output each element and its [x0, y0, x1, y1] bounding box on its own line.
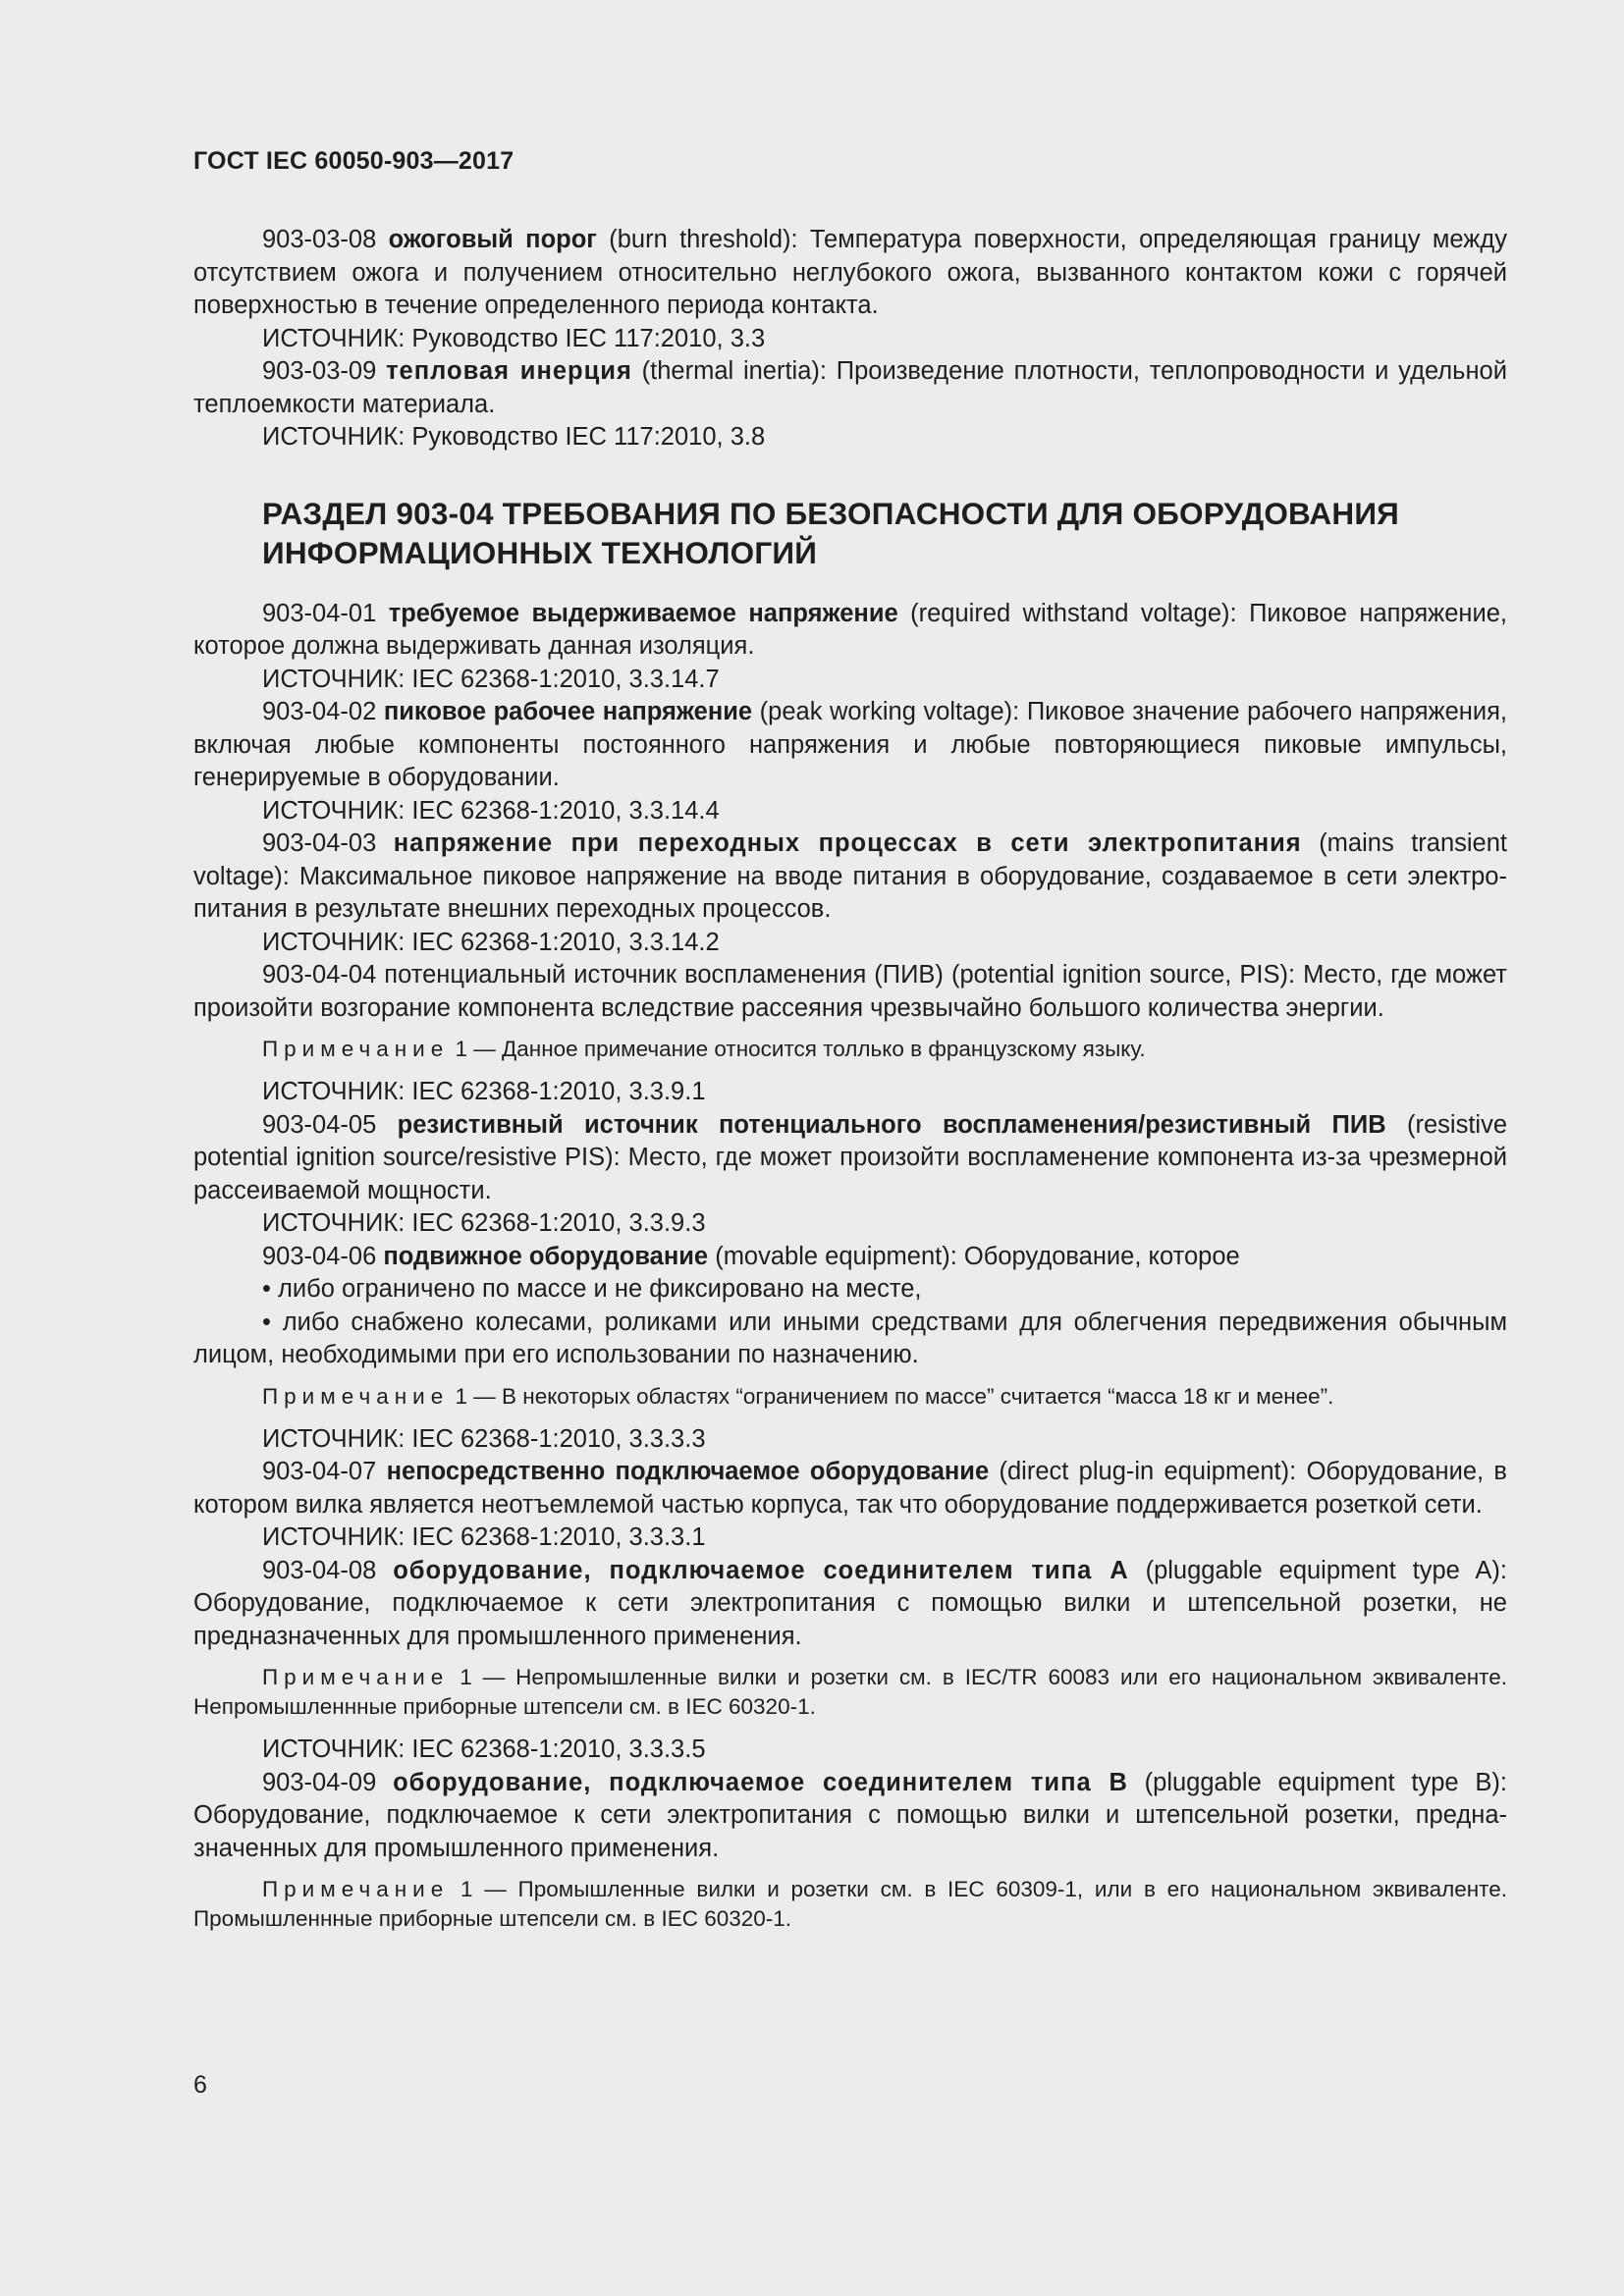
entry-term: требуемое выдерживаемое напряжение [388, 599, 898, 627]
entry-term: ожоговый порог [388, 226, 597, 253]
entry-code: 903-03-09 [262, 357, 377, 385]
entry-903-04-09 [193, 1767, 1507, 1866]
entry-903-03-08 [193, 224, 1507, 323]
entry-definition: Оборудование, подключаемое к сети электропитания с помощью вилки и штепсельной розетки, не предназначенных для промышленного применения. [193, 1589, 1507, 1650]
entry-source: ИСТОЧНИК: IEC 62368-1:2010, 3.3.9.1 [262, 1078, 706, 1105]
entry-code: 903-04-06 [262, 1242, 377, 1270]
note-text: 1 — Данное примечание относится толлько в французскому языку. [455, 1037, 1146, 1061]
note [193, 1663, 1507, 1722]
entry-code: 903-04-09 [262, 1768, 377, 1796]
entry-definition: Место, где может произойти воспламенение компонента из-за чрезмерной рассеиваемой мощности. [193, 1144, 1508, 1204]
note-label: Примечание [262, 1665, 450, 1689]
entry-code: 903-04-02 [262, 698, 377, 725]
entry-english: (mains transient voltage): [193, 829, 1508, 890]
page-header: ГОСТ IEC 60050-903—2017 [193, 147, 514, 175]
entry-903-04-05 [193, 1109, 1507, 1208]
entry-english: (thermal inertia): [641, 357, 827, 385]
note-label: Примечание [262, 1037, 450, 1061]
entry-source: ИСТОЧНИК: Руководство IEC 117:2010, 3.3 [262, 324, 766, 352]
entry-source: ИСТОЧНИК: IEC 62368-1:2010, 3.3.9.3 [262, 1209, 706, 1237]
document-body [193, 224, 1507, 1946]
entry-code: 903-04-05 [262, 1110, 377, 1139]
entry-english: (burn threshold): [609, 226, 798, 253]
entry-903-04-08 [193, 1555, 1507, 1654]
entry-903-04-07 [193, 1456, 1507, 1522]
entry-definition: Оборудование, которое [963, 1242, 1240, 1270]
entry-source: ИСТОЧНИК: IEC 62368-1:2010, 3.3.3.3 [262, 1424, 706, 1453]
entry-903-04-02 [193, 696, 1507, 795]
page-number: 6 [193, 2071, 207, 2099]
section-heading: РАЗДЕЛ 903-04 ТРЕБОВАНИЯ ПО БЕЗОПАСНОСТИ ДЛЯ ОБОРУДОВАНИЯ ИНФОРМАЦИОННЫХ ТЕХНОЛОГИЙ [262, 495, 1400, 570]
entry-term: подвижное оборудование [383, 1242, 709, 1270]
bullet-item: • либо ограничено по массе и не фиксировано на месте, [262, 1275, 922, 1303]
entry-term: резистивный источник потенциального воспламенения/резистивный ПИВ [397, 1110, 1386, 1139]
entry-term: оборудование, подключаемое соединителем типа В [393, 1768, 1128, 1796]
note [193, 1035, 1507, 1064]
note-text: 1 — Непромышленные вилки и розетки см. в IEC/TR 60083 или его национальном эквиваленте. Непромышленнные приборные штепсели см. в IEC 60320-1. [193, 1665, 1507, 1719]
entry-903-04-04 [193, 959, 1507, 1025]
entry-term: оборудование, подключаемое соединителем типа А [393, 1556, 1129, 1584]
entry-definition: Оборудование, подключаемое к сети электропитания с помощью вилки и штепсельной розетки, предназначенных для промышленного применения. [193, 1801, 1507, 1862]
entry-source: ИСТОЧНИК: IEC 62368-1:2010, 3.3.14.4 [262, 796, 720, 825]
entry-english: (pluggable equipment type A): [1145, 1556, 1507, 1584]
bullet-item: • либо снабжено колесами, роликами или иными средствами для облегчения передвижения обычным лицом, необходимыми при его использовании по назначению. [193, 1308, 1507, 1368]
entry-english: (pluggable equipment type B): [1144, 1768, 1507, 1796]
entry-english: (peak working voltage): [759, 698, 1020, 725]
entry-source: ИСТОЧНИК: IEC 62368-1:2010, 3.3.3.1 [262, 1523, 706, 1551]
entry-english: (movable equipment): [715, 1242, 957, 1270]
entry-code: 903-04-07 [262, 1458, 377, 1485]
entry-source: ИСТОЧНИК: IEC 62368-1:2010, 3.3.3.5 [262, 1735, 706, 1763]
entry-english: (required withstand voltage): [910, 599, 1237, 627]
note [193, 1382, 1507, 1412]
entry-term: напряжение при переходных процессах в сети электропитания [393, 829, 1302, 857]
entry-code: 903-04-04 [262, 961, 377, 988]
entry-903-03-09 [193, 355, 1507, 421]
entry-903-04-03 [193, 828, 1507, 927]
entry-term: тепловая инерция [386, 357, 632, 385]
entry-code: 903-04-03 [262, 829, 377, 857]
entry-source: ИСТОЧНИК: IEC 62368-1:2010, 3.3.14.2 [262, 928, 720, 956]
entry-definition: Оборудование, в котором вилка является неотъемлемой частью корпуса, так что оборудование поддерживается розеткой сети. [193, 1458, 1507, 1519]
entry-definition: Пиковое значение рабочего напряжения, включая любые компоненты постоянного напряжения и любые повторяющиеся пиковые импульсы, генерируемые в оборудовании. [193, 698, 1507, 791]
note-text: 1 — В некоторых областях “ограничением по массе” считается “масса 18 кг и менее”. [455, 1383, 1334, 1409]
entry-code: 903-04-01 [262, 599, 377, 627]
entry-term: непосредственно подключаемое оборудование [386, 1458, 990, 1485]
entry-source: ИСТОЧНИК: IEC 62368-1:2010, 3.3.14.7 [262, 665, 720, 693]
entry-903-04-06 [193, 1241, 1507, 1274]
entry-english: (direct plug-in equipment): [999, 1458, 1297, 1485]
entry-definition: Произведение плотности, теплопроводности и удельной теплоемкости материала. [193, 357, 1507, 418]
entry-code: 903-03-08 [262, 226, 377, 253]
entry-definition: Пиковое напряжение, которое должна выдерживать данная изоляция. [193, 599, 1507, 660]
note-label: Примечание [262, 1877, 450, 1901]
note-text: 1 — Промышленные вилки и розетки см. в IEC 60309-1, или в его национальном эквиваленте. Промышленнные приборные штепсели см. в IEC 60320-1. [193, 1877, 1507, 1931]
entry-definition: Температура поверхности, определяющая границу между отсутствием ожога и получением относительно неглубокого ожога, вызванного контактом кожи с горячей поверхностью в течение определенного периода контакта. [193, 226, 1507, 319]
entry-definition: Максимальное пиковое напряжение на вводе питания в оборудование, создаваемое в сети электро-питания в результате внешних переходных процессов. [193, 862, 1507, 923]
entry-source: ИСТОЧНИК: Руководство IEC 117:2010, 3.8 [262, 423, 766, 451]
entry-text: потенциальный источник воспламенения (ПИВ) (potential ignition source, PIS): Место, где может произойти возгорание компонента вследствие рассеяния чрезвычайно большого количества энергии. [193, 961, 1507, 1022]
entry-english: (resistive potential ignition source/resistive PIS): [193, 1110, 1507, 1171]
entry-903-04-01 [193, 598, 1507, 664]
note-label: Примечание [262, 1383, 450, 1409]
entry-code: 903-04-08 [262, 1556, 377, 1584]
entry-term: пиковое рабочее напряжение [383, 698, 753, 725]
note [193, 1875, 1507, 1934]
